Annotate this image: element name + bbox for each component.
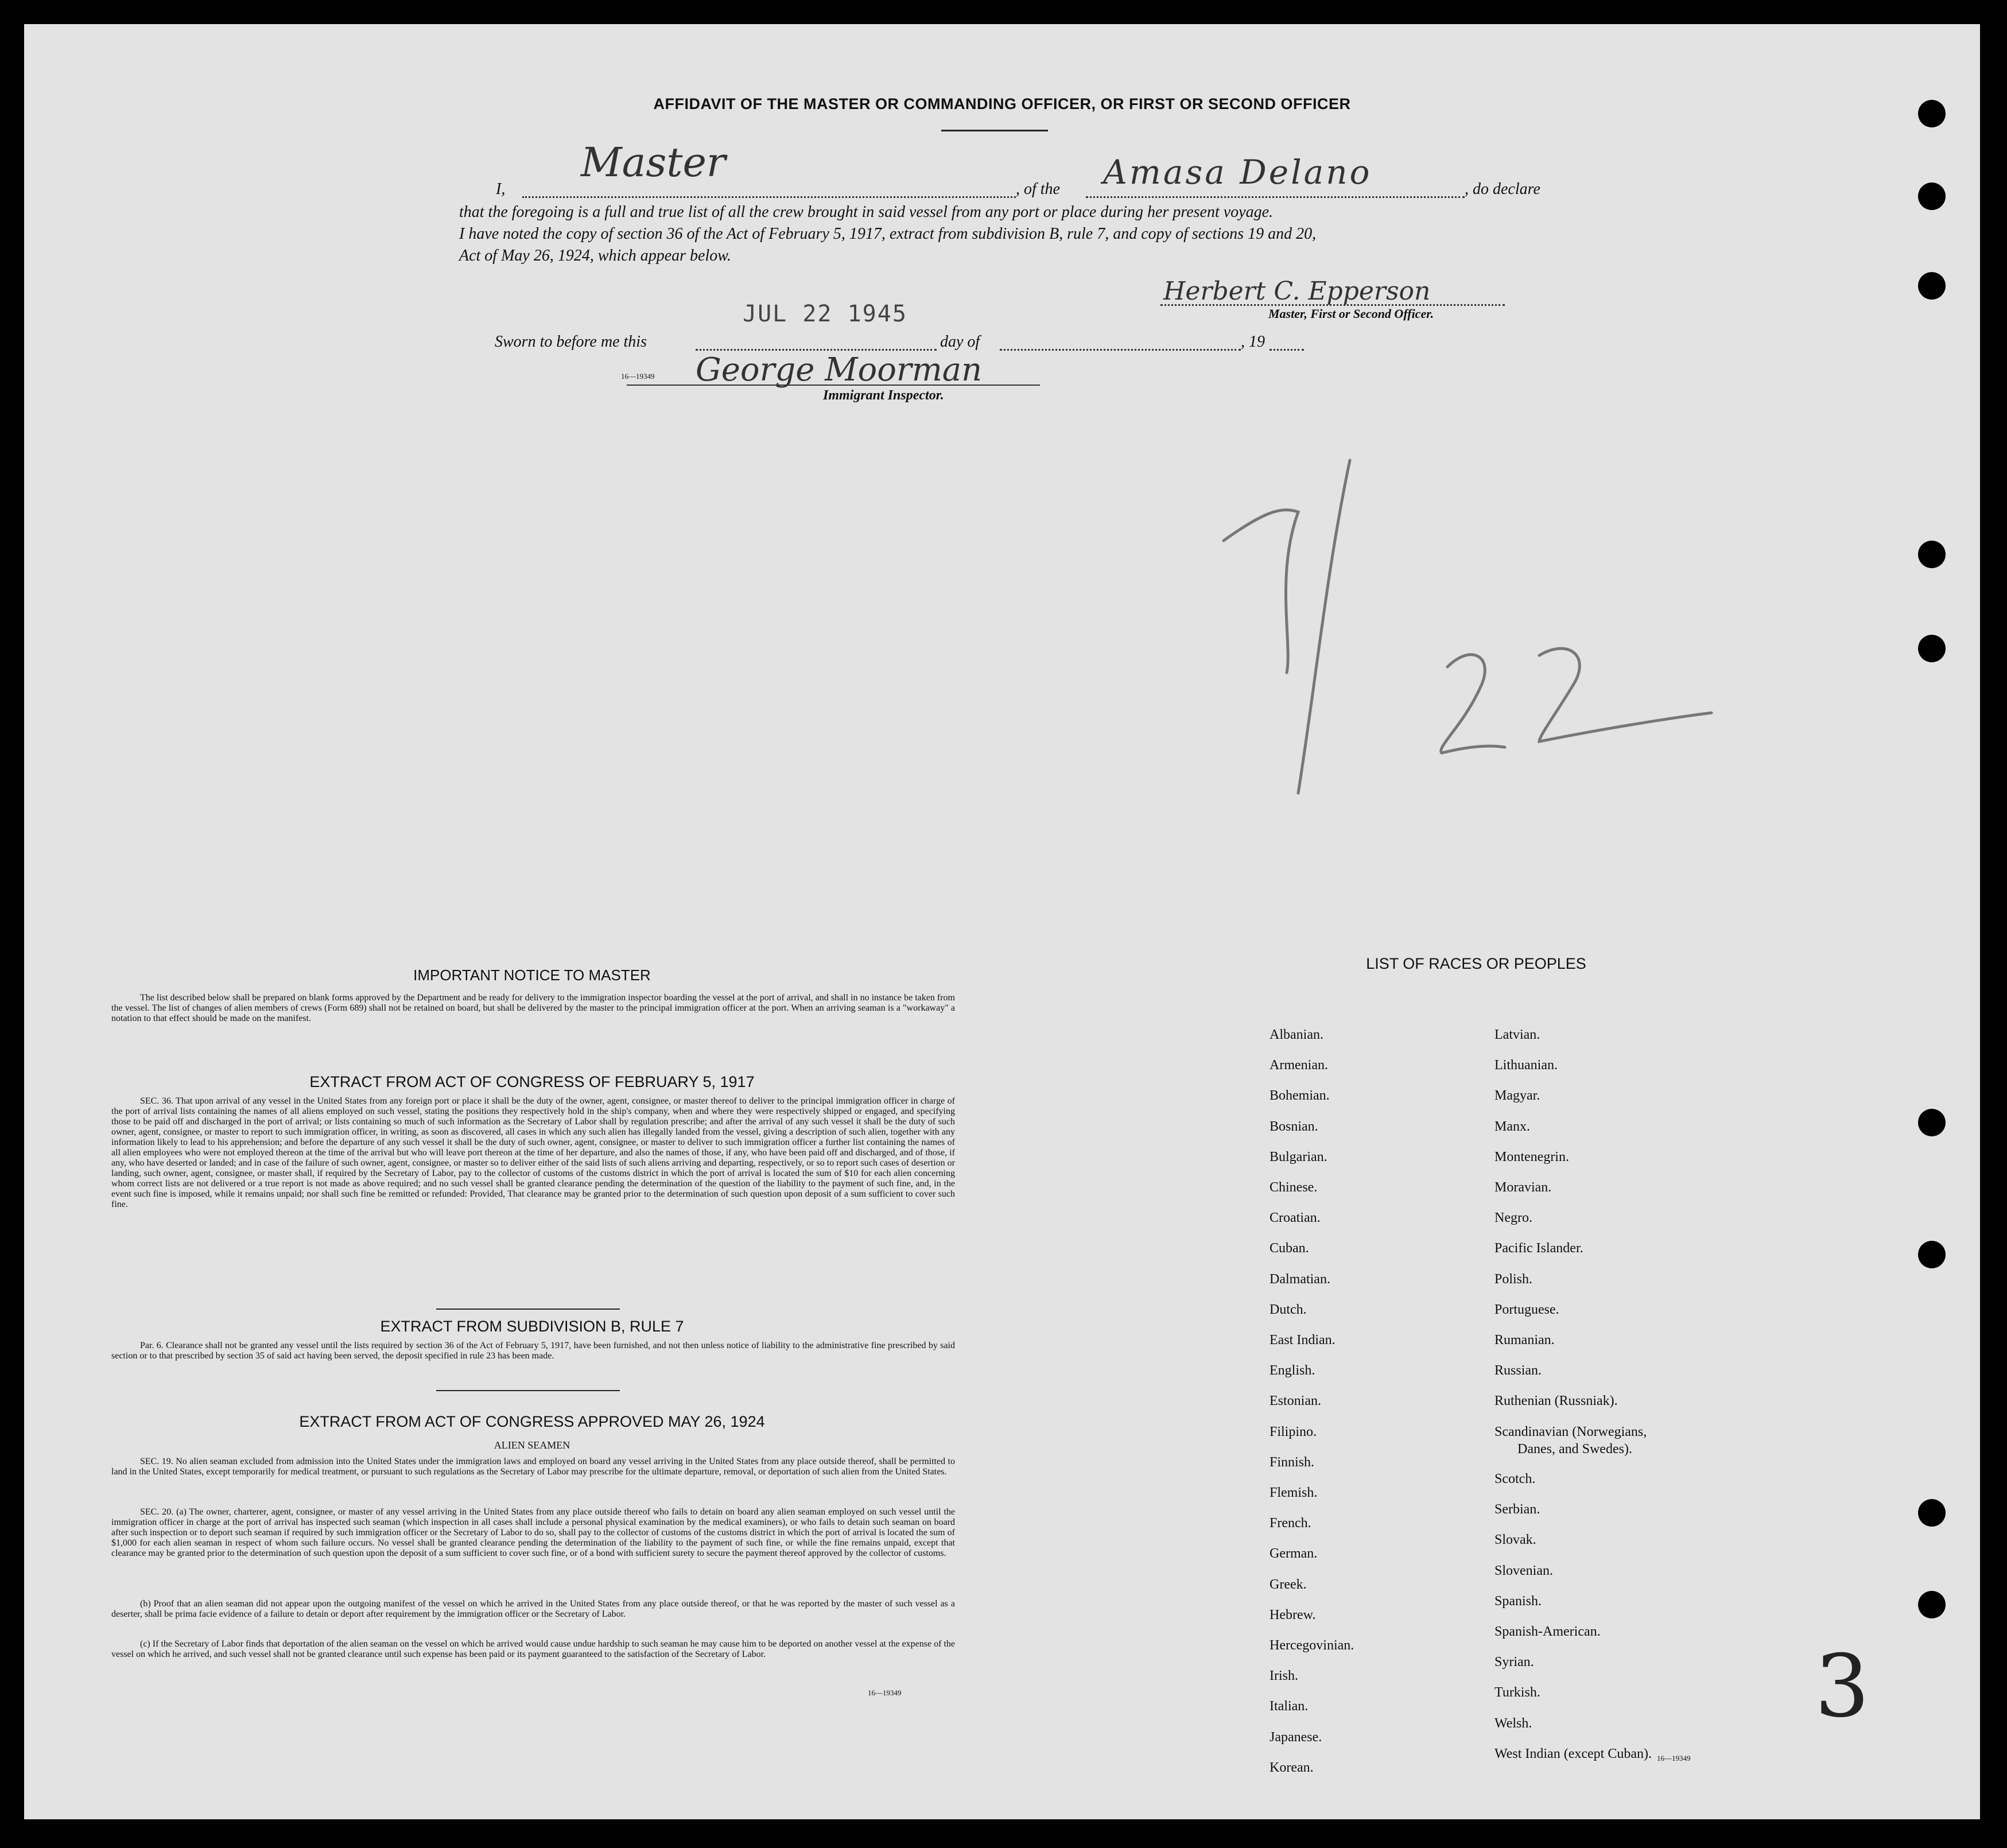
binder-hole [1918, 1241, 1946, 1268]
date-annotation-7-22 [1195, 426, 1734, 862]
race-item: Moravian. [1494, 1180, 1552, 1195]
inspector-signature: George Moorman [696, 351, 983, 389]
document-page [24, 24, 1980, 1819]
day-of-label: day of [940, 333, 980, 351]
extract-1917-text: SEC. 36. That upon arrival of any vessel in the United States from any foreign port or place it shall be the duty of the owner, agent, consignee, or master thereof to deliver to the principal immigration officer in charge of the port of arrival lists containing the names of all aliens employed on such vessel, stating the positions they respectively hold in the ship's company, when and where they were respectively shipped or engaged, and specifying those to be paid off and discharged in the port of arrival; or lists containing so much of such information as the Secretary of Labor shall by regulation prescribe; and after the arrival of any such vessel it shall be the duty of such owner, agent, consignee, or master to report to such immigration officer, in writing, as soon as discovered, all cases in which any such alien has illegally landed from the vessel, giving a description of such alien, together with any information likely to lead to his apprehension; and before the departure of any such vessel it shall be the duty of such owner, agent, consignee, or master to deliver to such immigration officer a further list containing the names of all alien employees who were not employed thereon at the time of the arrival but who will leave port thereon at the time of her departure, and also the names of those, if any, who have been paid off and discharged, and of those, if any, who have deserted or landed; and in case of the failure of such owner, agent, consignee, or master so to deliver either of the said lists of such aliens arriving and departing, respectively, or so to report such cases of desertion or landing, such owner, agent, consignee, or master shall, if required by the Secretary of Labor, pay to the collector of customs of the customs district in which the port of arrival is located the sum of $10 for each alien concerning whom correct lists are not delivered or a true report is not made as above required; and no such vessel shall be granted clearance pending the determination of the question of the liability to the payment of such fine, and, in the event such fine is imposed, while it remains unpaid; nor shall such fine be remitted or refunded: Provided, That clearance may be granted prior to the determination of such question upon deposit of a sum sufficient to cover such fine. [111, 1096, 955, 1209]
race-item: Serbian. [1494, 1502, 1540, 1517]
officer-signature-line [1160, 304, 1505, 306]
sworn-day-line [696, 349, 937, 351]
race-item: Pacific Islander. [1494, 1241, 1583, 1256]
affidavit-body-line-1: that the foregoing is a full and true list of all the crew brought in said vessel from any port or place during her present voyage. [459, 203, 1274, 221]
race-item: Flemish. [1270, 1485, 1318, 1500]
race-item: German. [1270, 1546, 1318, 1561]
date-stamp: JUL 22 1945 [743, 301, 907, 327]
year-label: , 19 [1241, 333, 1265, 351]
binder-hole [1918, 1499, 1946, 1527]
binder-hole [1918, 541, 1946, 568]
race-item: Scotch. [1494, 1472, 1536, 1486]
race-item: Spanish-American. [1494, 1624, 1601, 1639]
race-item: West Indian (except Cuban). [1494, 1746, 1652, 1761]
vessel-line [1086, 196, 1465, 198]
race-item: Cuban. [1270, 1241, 1309, 1256]
races-title: LIST OF RACES OR PEOPLES [1366, 955, 1586, 972]
extract-b-title: EXTRACT FROM SUBDIVISION B, RULE 7 [380, 1318, 684, 1335]
race-item: Syrian. [1494, 1655, 1534, 1670]
affidavit-body-line-2: I have noted the copy of section 36 of the Act of February 5, 1917, extract from subdivision B, rule 7, and copy of sections 19 and 20, [459, 225, 1317, 243]
alien-seamen-subtitle: ALIEN SEAMEN [494, 1439, 570, 1451]
race-item: Dutch. [1270, 1302, 1307, 1317]
inspector-caption: Immigrant Inspector. [823, 388, 944, 403]
race-item: Russian. [1494, 1363, 1542, 1378]
race-item: Japanese. [1270, 1730, 1322, 1745]
officer-signature: Herbert C. Epperson [1163, 277, 1431, 306]
race-item: Finnish. [1270, 1455, 1315, 1470]
race-item: Italian. [1270, 1699, 1309, 1714]
race-item: Korean. [1270, 1760, 1314, 1775]
race-item-continuation: Danes, and Swedes). [1517, 1442, 1632, 1457]
do-declare-label: , do declare [1465, 180, 1540, 198]
sec-20b-text: (b) Proof that an alien seaman did not appear upon the outgoing manifest of the vessel on which he arrived in the United States from any place outside thereof, or that he was reported by the master of such vessel as a deserter, shall be prima facie evidence of a failure to detain or deport after requirement by the immigration officer or the Secretary of Labor. [111, 1599, 955, 1619]
master-line [522, 196, 1016, 198]
race-item: Welsh. [1494, 1716, 1532, 1731]
inspector-line [627, 385, 1040, 386]
race-item: Scandinavian (Norwegians, [1494, 1424, 1647, 1439]
binder-hole [1918, 1109, 1946, 1136]
races-form-number: 16—19349 [1657, 1754, 1691, 1762]
race-item: Albanian. [1270, 1027, 1323, 1042]
race-item: Hebrew. [1270, 1608, 1316, 1622]
binder-hole [1918, 100, 1946, 127]
extract-1924-title: EXTRACT FROM ACT OF CONGRESS APPROVED MAY 26, 1924 [299, 1413, 765, 1430]
race-item: Bosnian. [1270, 1119, 1318, 1134]
race-item: Ruthenian (Russniak). [1494, 1393, 1618, 1408]
binder-hole [1918, 635, 1946, 662]
race-item: Portuguese. [1494, 1302, 1559, 1317]
binder-hole [1918, 272, 1946, 300]
i-label: I, [496, 180, 506, 198]
race-item: Polish. [1494, 1272, 1533, 1287]
sec-19-text: SEC. 19. No alien seaman excluded from admission into the United States under the immigration laws and employed on board any vessel arriving in the United States from any place outside thereof, shall be permitted to land in the United States, except temporarily for medical treatment, or pursuant to such regulations as the Secretary of Labor may prescribe for the ultimate departure, removal, or deportation of such alien from the United States. [111, 1457, 955, 1477]
race-item: Slovak. [1494, 1532, 1536, 1547]
extract-b-text: Par. 6. Clearance shall not be granted any vessel until the lists required by section 36 of the Act of February 5, 1917, have been furnished, and not then unless notice of liability to the administrative fine prescribed by said section or to that prescribed by section 35 of said act having been served, the deposit specified in rule 23 has been made. [111, 1341, 955, 1361]
race-item: Magyar. [1494, 1088, 1540, 1103]
race-item: Greek. [1270, 1577, 1307, 1592]
race-item: Filipino. [1270, 1424, 1317, 1439]
race-item: Armenian. [1270, 1058, 1328, 1073]
vessel-handwritten: Amasa Delano [1103, 153, 1372, 192]
race-item: Croatian. [1270, 1210, 1321, 1225]
race-item: Manx. [1494, 1119, 1530, 1134]
race-item: Irish. [1270, 1668, 1298, 1683]
race-item: Bohemian. [1270, 1088, 1330, 1103]
affidavit-form-number: 16—19349 [621, 372, 655, 381]
race-item: Spanish. [1494, 1594, 1542, 1609]
sec-20c-text: (c) If the Secretary of Labor finds that deportation of the alien seaman on the vessel on which he arrived would cause undue hardship to such seaman he may cause him to be deported on another vessel at the expense of the vessel on which he arrived, and such vessel shall not be granted clearance until such expense has been paid or its payment guaranteed to the satisfaction of the Secretary of Labor. [111, 1639, 955, 1659]
race-item: East Indian. [1270, 1333, 1336, 1348]
race-item: Hercegovinian. [1270, 1638, 1354, 1653]
race-item: Lithuanian. [1494, 1058, 1558, 1073]
race-item: French. [1270, 1516, 1311, 1531]
sec-20a-text: SEC. 20. (a) The owner, charterer, agent, consignee, or master of any vessel arriving in the United States from any place outside thereof who fails to detain on board any alien seaman employed on such vessel until the immigration officer in charge at the port of arrival has inspected such seaman (which inspection in all cases shall include a personal physical examination by the medical examiners), or who fails to detain such seaman on board after such inspection or to deport such seaman if required by such immigration officer or the Secretary of Labor to do so, shall pay to the collector of customs of the customs district in which the port of arrival is located the sum of $1,000 for each alien seaman in respect of whom such failure occurs. No vessel shall be granted clearance pending the determination of the liability to the payment of such fine, or while the fine remains unpaid, except that clearance may be granted prior to the determination of such question upon the deposit of a sum sufficient to cover such fine, or of a bond with sufficient surety to secure the payment thereof approved by the collector of customs. [111, 1507, 955, 1558]
affidavit-title: AFFIDAVIT OF THE MASTER OR COMMANDING OFFICER, OR FIRST OR SECOND OFFICER [653, 95, 1351, 112]
race-item: Estonian. [1270, 1393, 1321, 1408]
binder-hole [1918, 1591, 1946, 1618]
race-item: Montenegrin. [1494, 1150, 1569, 1164]
race-item: Latvian. [1494, 1027, 1540, 1042]
sworn-year-line [1270, 349, 1304, 351]
officer-signature-caption: Master, First or Second Officer. [1268, 306, 1434, 321]
race-item: Turkish. [1494, 1685, 1540, 1700]
divider-1 [436, 1309, 620, 1310]
race-item: Slovenian. [1494, 1563, 1553, 1578]
notice-text: The list described below shall be prepared on blank forms approved by the Department and be ready for delivery to the immigration inspector boarding the vessel at the port of arrival, and shall in no instance be taken from the vessel. The list of changes of alien members of crews (Form 689) shall not be retained on board, but shall be delivered by the master to the principal immigration officer at the port. When an arriving seaman is a "workaway" a notation to that effect should be made on the manifest. [111, 993, 955, 1023]
race-item: Dalmatian. [1270, 1272, 1330, 1287]
page-number-mark: 3 [1815, 1637, 1870, 1737]
affidavit-body-line-3: Act of May 26, 1924, which appear below. [459, 247, 731, 265]
master-handwritten: Master [581, 139, 726, 186]
of-the-label: , of the [1016, 180, 1060, 198]
divider-2 [436, 1390, 620, 1391]
sworn-label: Sworn to before me this [495, 333, 647, 351]
extract-1917-title: EXTRACT FROM ACT OF CONGRESS OF FEBRUARY 5, 1917 [309, 1073, 755, 1090]
race-item: Rumanian. [1494, 1333, 1555, 1348]
extract-form-number: 16—19349 [868, 1688, 902, 1697]
sworn-month-line [1000, 349, 1241, 351]
race-item: Bulgarian. [1270, 1150, 1327, 1164]
race-item: Negro. [1494, 1210, 1532, 1225]
race-item: Chinese. [1270, 1180, 1318, 1195]
notice-title: IMPORTANT NOTICE TO MASTER [413, 966, 651, 984]
title-divider [941, 130, 1048, 131]
race-item: English. [1270, 1363, 1315, 1378]
binder-hole [1918, 183, 1946, 210]
